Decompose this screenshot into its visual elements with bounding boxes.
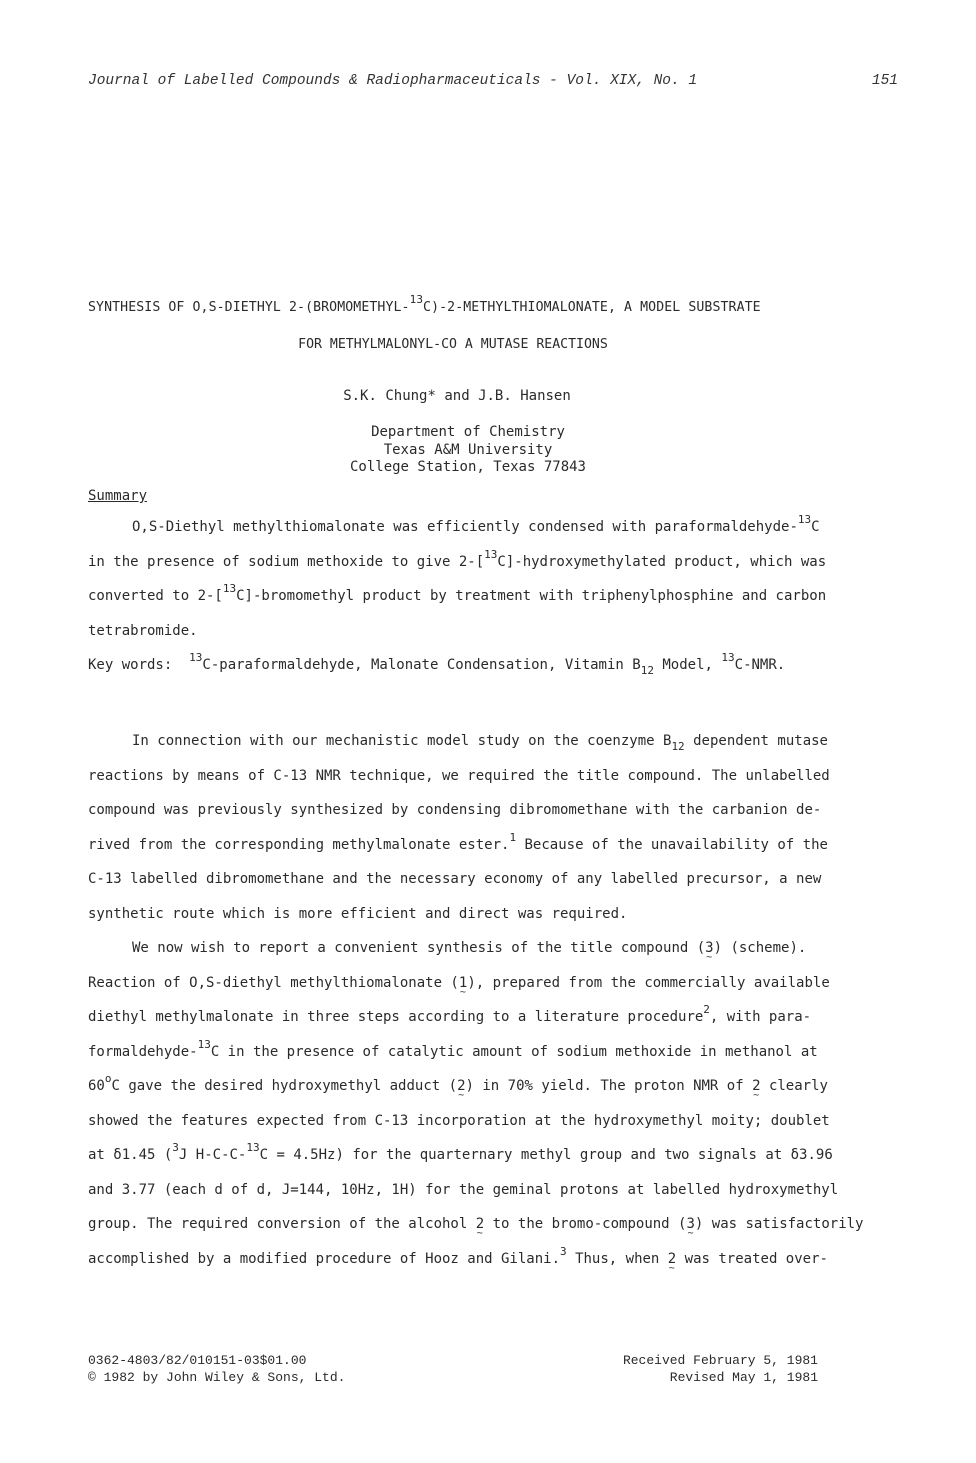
compound-number: 2 ~	[668, 1242, 676, 1277]
paragraph-line: at δ1.45 ($^3$J H-C-C-$^{13}$C = 4.5Hz) for the quarternary methyl group and two signals at δ3.96	[88, 1141, 833, 1163]
affiliation-city: College Station, Texas 77843	[349, 459, 586, 475]
journal-title: Journal of Labelled Compounds & Radiopharmaceuticals - Vol. XIX, No. 1	[88, 73, 698, 89]
paragraph-2	[88, 931, 898, 1276]
paragraph-line: 60$^o$C gave the desired hydroxymethyl adduct (2 ~) in 70% yield. The proton NMR of 2 ~ clearly	[88, 1069, 898, 1104]
summary-text	[88, 510, 898, 683]
affiliation	[0, 424, 936, 477]
summary-line: O,S-Diethyl methylthiomalonate was efficiently condensed with paraformaldehyde-$^{13}$C	[132, 513, 820, 535]
paragraph-1	[88, 724, 898, 931]
paragraph-line: Reaction of O,S-diethyl methylthiomalonate (1 ~), prepared from the commercially available	[88, 966, 898, 1001]
article-code: 0362-4803/82/010151-03$01.00	[88, 1353, 307, 1368]
authors: S.K. Chung* and J.B. Hansen	[343, 388, 571, 404]
footer-copyright	[88, 1352, 345, 1386]
compound-number: 3 ~	[705, 931, 713, 966]
paragraph-line: In connection with our mechanistic model study on the coenzyme $B_{12}$ dependent mutase	[132, 733, 828, 753]
affiliation-department: Department of Chemistry	[371, 424, 565, 440]
compound-number: 2 ~	[457, 1069, 465, 1104]
paragraph-line: compound was previously synthesized by condensing dibromomethane with the carbanion de-	[88, 802, 822, 818]
summary-line: tetrabromide.	[88, 622, 198, 639]
revised-date: Revised May 1, 1981	[669, 1370, 818, 1385]
paragraph-line: We now wish to report a convenient synthesis of the title compound (3 ~) (scheme).	[88, 931, 898, 966]
paragraph-line: showed the features expected from C-13 incorporation at the hydroxymethyl moity; doublet	[88, 1112, 830, 1129]
page-number: 151	[871, 73, 898, 89]
compound-number: 2 ~	[476, 1207, 484, 1242]
compound-number: 1 ~	[459, 966, 467, 1001]
paragraph-line: rived from the corresponding methylmalonate ester.$^1$ Because of the unavailability of the	[88, 830, 828, 853]
paragraph-line: group. The required conversion of the alcohol 2 ~ to the bromo-compound (3 ~) was satisfactorily	[88, 1207, 898, 1242]
summary-heading: Summary	[88, 488, 148, 504]
paragraph-line: diethyl methylmalonate in three steps according to a literature procedure$^2$, with para-	[88, 1003, 812, 1025]
paragraph-line: and 3.77 (each d of d, J=144, 10Hz, 1H) for the geminal protons at labelled hydroxymethyl	[88, 1181, 839, 1198]
keywords: Key words: $^{13}$C-paraformaldehyde, Malonate Condensation, Vitamin $B_{12}$ Model, $^{13}$C-NMR.	[88, 651, 786, 677]
summary-line: converted to 2-[$^{13}$C]-bromomethyl product by treatment with triphenylphosphine and carbon	[88, 582, 827, 604]
received-date: Received February 5, 1981	[622, 1353, 818, 1368]
running-header	[88, 73, 898, 89]
paragraph-line: formaldehyde-$^{13}$C in the presence of catalytic amount of sodium methoxide in methanol at	[88, 1037, 818, 1060]
footer-dates	[602, 1352, 818, 1386]
article-title-line1: SYNTHESIS OF O,S-DIETHYL 2-(BROMOMETHYL-$^{13}$C)-2-METHYLTHIOMALONATE, A MODEL SUBSTRATE	[88, 293, 761, 315]
paragraph-line: synthetic route which is more efficient and direct was required.	[88, 905, 628, 922]
compound-number: 3 ~	[686, 1207, 694, 1242]
summary-line: in the presence of sodium methoxide to give 2-[$^{13}$C]-hydroxymethylated product, which was	[88, 547, 827, 570]
paragraph-line: accomplished by a modified procedure of Hooz and Gilani.$^3$ Thus, when 2 ~ was treated over-	[88, 1242, 898, 1277]
paragraph-line: C-13 labelled dibromomethane and the necessary economy of any labelled precursor, a new	[88, 871, 822, 887]
copyright-line: © 1982 by John Wiley & Sons, Ltd.	[88, 1370, 346, 1385]
affiliation-university: Texas A&M University	[383, 441, 553, 458]
paragraph-line: reactions by means of C-13 NMR technique, we required the title compound. The unlabelled	[88, 767, 830, 784]
article-title-line2: FOR METHYLMALONYL-CO A MUTASE REACTIONS	[298, 337, 608, 352]
compound-number: 2 ~	[752, 1069, 760, 1104]
